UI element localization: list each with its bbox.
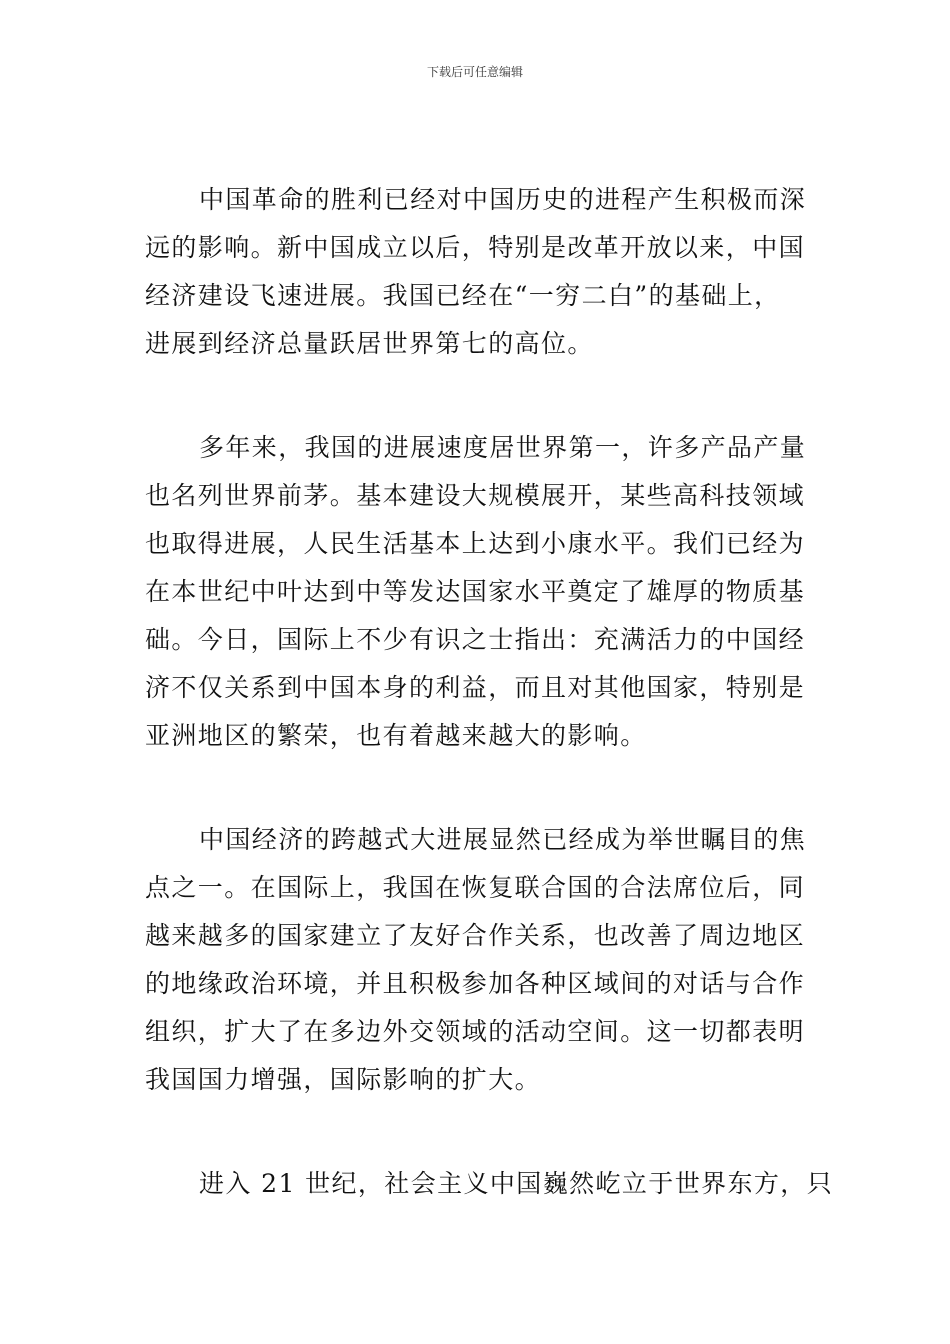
text-line: 我国国力增强，国际影响的扩大。 bbox=[145, 1065, 542, 1094]
document-body bbox=[145, 176, 834, 1264]
paragraph-2 bbox=[145, 424, 807, 760]
text-line: 中国革命的胜利已经对中国历史的进程产生积极而深 bbox=[199, 185, 807, 214]
text-line: 点之一。在国际上，我国在恢复联合国的合法席位后，同 bbox=[145, 873, 806, 902]
paragraph-3 bbox=[145, 816, 807, 1104]
text-line: 多年来，我国的进展速度居世界第一，许多产品产量 bbox=[199, 433, 807, 462]
text-line: 进展到经济总量跃居世界第七的高位。 bbox=[145, 329, 594, 358]
text-line: 进入 21 世纪，社会主义中国巍然屹立于世界东方，只 bbox=[199, 1169, 834, 1198]
text-line: 济不仅关系到中国本身的利益，而且对其他国家，特别是 bbox=[145, 673, 806, 702]
text-line: 经济建设飞速进展。我国已经在“一穷二白”的基础上， bbox=[145, 281, 781, 310]
text-line: 也取得进展，人民生活基本上达到小康水平。我们已经为 bbox=[145, 529, 806, 558]
paragraph-1 bbox=[145, 176, 807, 368]
text-line: 的地缘政治环境，并且积极参加各种区域间的对话与合作 bbox=[145, 969, 806, 998]
text-line: 越来越多的国家建立了友好合作关系，也改善了周边地区 bbox=[145, 921, 806, 950]
paragraph-4 bbox=[145, 1160, 834, 1208]
text-line: 也名列世界前茅。基本建设大规模展开，某些高科技领域 bbox=[145, 481, 806, 510]
text-line: 远的影响。新中国成立以后，特别是改革开放以来，中国 bbox=[145, 233, 806, 262]
page-header: 下载后可任意编辑 bbox=[426, 65, 523, 79]
text-line: 在本世纪中叶达到中等发达国家水平奠定了雄厚的物质基 bbox=[145, 577, 806, 606]
text-line: 组织，扩大了在多边外交领域的活动空间。这一切都表明 bbox=[145, 1017, 806, 1046]
text-line: 亚洲地区的繁荣，也有着越来越大的影响。 bbox=[145, 721, 647, 750]
text-line: 中国经济的跨越式大进展显然已经成为举世瞩目的焦 bbox=[199, 825, 807, 854]
text-line: 础。今日，国际上不少有识之士指出：充满活力的中国经 bbox=[145, 625, 806, 654]
